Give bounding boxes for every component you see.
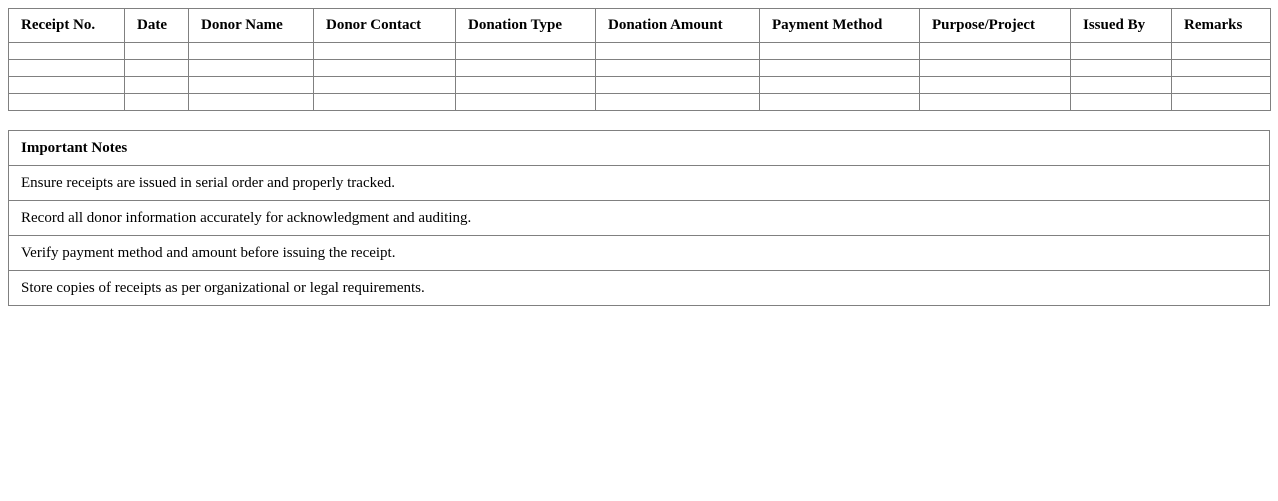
table-cell[interactable] [1071, 43, 1172, 60]
table-cell[interactable] [314, 60, 456, 77]
table-cell[interactable] [760, 77, 920, 94]
donation-receipt-table [8, 8, 1271, 111]
table-cell[interactable] [596, 60, 760, 77]
table-cell[interactable] [9, 77, 125, 94]
note-item: Verify payment method and amount before issuing the receipt. [9, 236, 1270, 271]
column-header-purpose-project: Purpose/Project [920, 9, 1071, 43]
table-cell[interactable] [189, 94, 314, 111]
notes-title: Important Notes [9, 131, 1270, 166]
table-header-row [9, 9, 1271, 43]
table-cell[interactable] [1172, 77, 1271, 94]
important-notes-table [8, 130, 1270, 306]
table-cell[interactable] [920, 77, 1071, 94]
table-cell[interactable] [1071, 94, 1172, 111]
table-cell[interactable] [1172, 94, 1271, 111]
table-row [9, 43, 1271, 60]
table-cell[interactable] [1172, 60, 1271, 77]
table-cell[interactable] [596, 77, 760, 94]
table-cell[interactable] [456, 60, 596, 77]
table-cell[interactable] [456, 94, 596, 111]
table-cell[interactable] [189, 60, 314, 77]
table-cell[interactable] [189, 77, 314, 94]
note-row [9, 236, 1270, 271]
table-cell[interactable] [596, 94, 760, 111]
table-cell[interactable] [9, 60, 125, 77]
table-cell[interactable] [920, 94, 1071, 111]
column-header-remarks: Remarks [1172, 9, 1271, 43]
column-header-donation-type: Donation Type [456, 9, 596, 43]
table-cell[interactable] [760, 43, 920, 60]
table-cell[interactable] [1071, 60, 1172, 77]
note-row [9, 271, 1270, 306]
table-cell[interactable] [760, 94, 920, 111]
column-header-issued-by: Issued By [1071, 9, 1172, 43]
table-cell[interactable] [314, 77, 456, 94]
table-row [9, 94, 1271, 111]
column-header-donor-name: Donor Name [189, 9, 314, 43]
table-cell[interactable] [456, 77, 596, 94]
note-row [9, 166, 1270, 201]
column-header-date: Date [125, 9, 189, 43]
note-item: Record all donor information accurately for acknowledgment and auditing. [9, 201, 1270, 236]
table-cell[interactable] [1172, 43, 1271, 60]
column-header-receipt-no: Receipt No. [9, 9, 125, 43]
table-cell[interactable] [314, 94, 456, 111]
table-cell[interactable] [125, 60, 189, 77]
notes-header-row [9, 131, 1270, 166]
note-row [9, 201, 1270, 236]
table-cell[interactable] [1071, 77, 1172, 94]
table-cell[interactable] [920, 43, 1071, 60]
table-cell[interactable] [9, 43, 125, 60]
table-cell[interactable] [125, 94, 189, 111]
table-cell[interactable] [596, 43, 760, 60]
table-cell[interactable] [314, 43, 456, 60]
note-item: Ensure receipts are issued in serial order and properly tracked. [9, 166, 1270, 201]
table-row [9, 60, 1271, 77]
column-header-donation-amount: Donation Amount [596, 9, 760, 43]
note-item: Store copies of receipts as per organizational or legal requirements. [9, 271, 1270, 306]
table-cell[interactable] [760, 60, 920, 77]
table-cell[interactable] [920, 60, 1071, 77]
table-cell[interactable] [456, 43, 596, 60]
table-row [9, 77, 1271, 94]
column-header-payment-method: Payment Method [760, 9, 920, 43]
table-cell[interactable] [125, 77, 189, 94]
table-cell[interactable] [125, 43, 189, 60]
column-header-donor-contact: Donor Contact [314, 9, 456, 43]
table-cell[interactable] [189, 43, 314, 60]
table-cell[interactable] [9, 94, 125, 111]
